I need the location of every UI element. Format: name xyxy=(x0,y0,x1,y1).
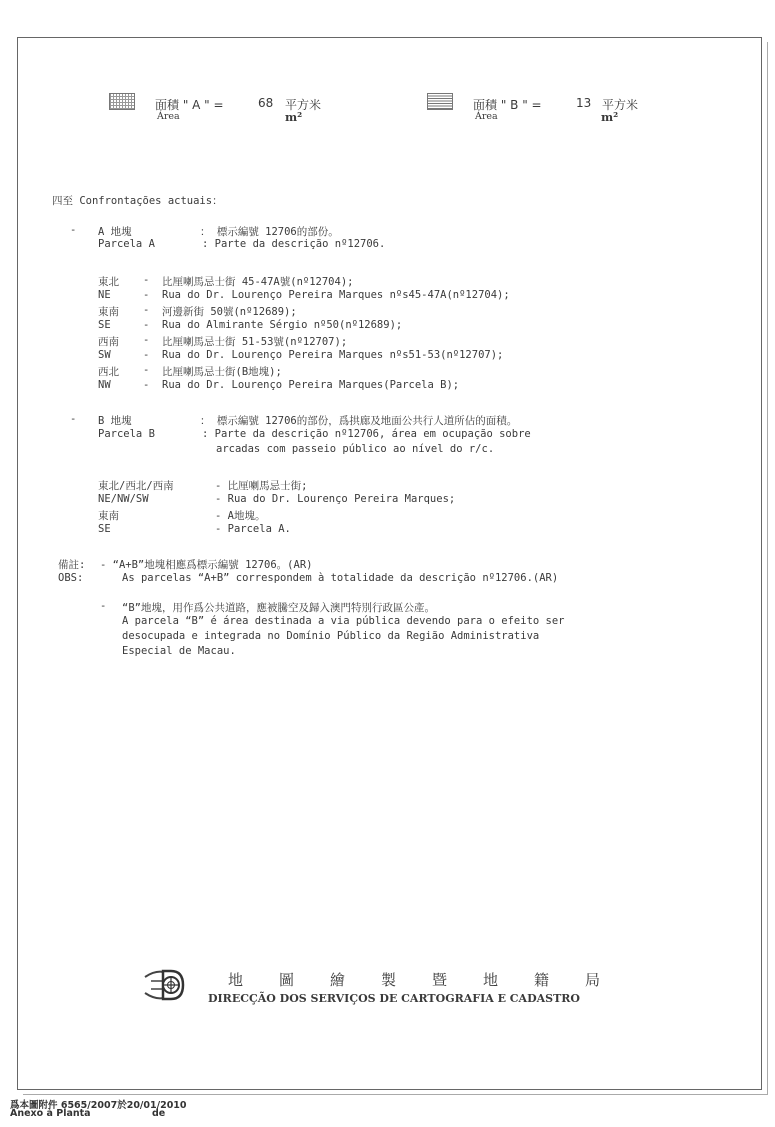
bound-text: - Parcela A. xyxy=(215,523,291,535)
area-a-label: 面積 " A " = xyxy=(155,98,224,112)
bound-dir: NE xyxy=(98,289,111,301)
bound-dir: SE xyxy=(98,523,111,535)
agency-char: 暨 xyxy=(432,971,448,989)
bound-dir: NE/NW/SW xyxy=(98,493,149,505)
agency-char: 圖 xyxy=(279,971,295,989)
bound-dir: 東南 xyxy=(98,510,119,522)
footer-at: 於 xyxy=(117,1100,127,1111)
note-1-pt: As parcelas “A+B” correspondem à totalidade da descrição nº12706.(AR) xyxy=(122,572,559,584)
bound-sep: - xyxy=(143,349,150,361)
parcel-b-desc-pt-2: arcadas com passeio público ao nível do r/c. xyxy=(216,443,495,455)
dscc-logo-icon xyxy=(143,967,187,1003)
bound-text: Rua do Almirante Sérgio nº50(nº12689); xyxy=(162,319,403,331)
agency-char: 製 xyxy=(381,971,397,989)
bound-text: Rua do Dr. Lourenço Pereira Marques nºs51-53(nº12707); xyxy=(162,349,504,361)
agency-char: 局 xyxy=(585,971,601,989)
bound-text: 比厘喇馬忌士街 51-53號(nº12707); xyxy=(162,336,348,348)
note-1-cjk: - “A+B”地塊相應爲標示編號 12706。(AR) xyxy=(100,559,313,571)
area-a-unit: m² xyxy=(285,110,303,124)
bound-text: 比厘喇馬忌士街(B地塊); xyxy=(162,366,282,378)
footer-line-2 xyxy=(10,1108,91,1119)
bound-text: Rua do Dr. Lourenço Pereira Marques(Parcela B); xyxy=(162,379,460,391)
bound-sep: - xyxy=(143,274,150,286)
agency-char: 籍 xyxy=(534,971,550,989)
bound-dir: 西北 xyxy=(98,366,119,378)
area-b-label: 面積 " B " = xyxy=(473,98,542,112)
note-2-pt-3: Especial de Macau. xyxy=(122,645,236,657)
footer-annex-prefix: 爲本圖附件 xyxy=(10,1100,58,1111)
bound-text: Rua do Dr. Lourenço Pereira Marques nºs45-47A(nº12704); xyxy=(162,289,510,301)
bound-dir: SE xyxy=(98,319,111,331)
footer-de: de xyxy=(152,1108,166,1119)
bound-text: 河邊新街 50號(nº12689); xyxy=(162,306,297,318)
bound-dir: SW xyxy=(98,349,111,361)
bound-text: - 比厘喇馬忌士街; xyxy=(215,480,308,492)
footer-annex-label: Anexo à Planta xyxy=(10,1108,91,1119)
bound-dir: NW xyxy=(98,379,111,391)
footer-date: 20/01/2010 xyxy=(126,1100,187,1111)
agency-char: 地 xyxy=(483,971,499,989)
bound-text: - Rua do Dr. Lourenço Pereira Marques; xyxy=(215,493,456,505)
area-a-value: 68 xyxy=(258,96,274,110)
area-a-hatch-swatch xyxy=(109,93,135,110)
area-b-unit: m² xyxy=(601,110,619,124)
boundaries-heading: 四至 Confrontações actuais： xyxy=(52,195,223,207)
parcel-b-desc-pt-1: : Parte da descrição nº12706, área em ocupação sobre xyxy=(202,428,531,440)
bound-sep: - xyxy=(143,364,150,376)
bound-dir: 西南 xyxy=(98,336,119,348)
note-2-bullet: - xyxy=(100,600,107,612)
parcel-a-name-pt: Parcela A xyxy=(98,238,155,250)
area-b-unit-cjk: 平方米 xyxy=(602,98,639,112)
notes-label-pt: OBS: xyxy=(58,572,84,584)
footer-plan-number: 6565/2007 xyxy=(60,1100,118,1111)
area-a-label-pt: Área xyxy=(157,111,180,122)
agency-char: 地 xyxy=(228,971,244,989)
agency-char: 繪 xyxy=(330,971,346,989)
parcel-a-desc-pt: : Parte da descrição nº12706. xyxy=(202,238,386,250)
bound-sep: - xyxy=(143,379,150,391)
bound-sep: - xyxy=(143,304,150,316)
agency-name-pt: DIRECÇÃO DOS SERVIÇOS DE CARTOGRAFIA E CADASTRO xyxy=(208,992,581,1005)
bound-dir: 東北/西北/西南 xyxy=(98,480,174,492)
notes-label-cjk: 備註: xyxy=(58,559,86,571)
bound-dir: 東北 xyxy=(98,276,119,288)
parcel-a-name-cjk: A 地塊 xyxy=(98,226,132,238)
parcel-b-desc-cjk: ： 標示編號 12706的部份，爲拱廊及地面公共行人道所佔的面積。 xyxy=(200,415,518,427)
parcel-a-desc-cjk: ： 標示編號 12706的部份。 xyxy=(200,226,339,238)
parcel-b-name-cjk: B 地塊 xyxy=(98,415,132,427)
bound-text: - A地塊。 xyxy=(215,510,266,522)
area-b-label-pt: Área xyxy=(475,111,498,122)
area-b-value: 13 xyxy=(576,96,592,110)
bound-text: 比厘喇馬忌士街 45-47A號(nº12704); xyxy=(162,276,354,288)
bound-sep: - xyxy=(143,289,150,301)
note-2-cjk: “B”地塊，用作爲公共道路，應被騰空及歸入澳門特別行政區公產。 xyxy=(122,602,435,614)
bound-sep: - xyxy=(143,319,150,331)
area-b-hatch-swatch xyxy=(427,93,453,110)
bound-dir: 東南 xyxy=(98,306,119,318)
parcel-a-bullet: - xyxy=(70,224,77,236)
parcel-b-name-pt: Parcela B xyxy=(98,428,155,440)
note-2-pt-2: desocupada e integrada no Domínio Público da Região Administrativa xyxy=(122,630,540,642)
bound-sep: - xyxy=(143,334,150,346)
note-2-pt-1: A parcela “B” é área destinada a via pública devendo para o efeito ser xyxy=(122,615,565,627)
parcel-b-bullet: - xyxy=(70,413,77,425)
area-a-unit-cjk: 平方米 xyxy=(285,98,322,112)
